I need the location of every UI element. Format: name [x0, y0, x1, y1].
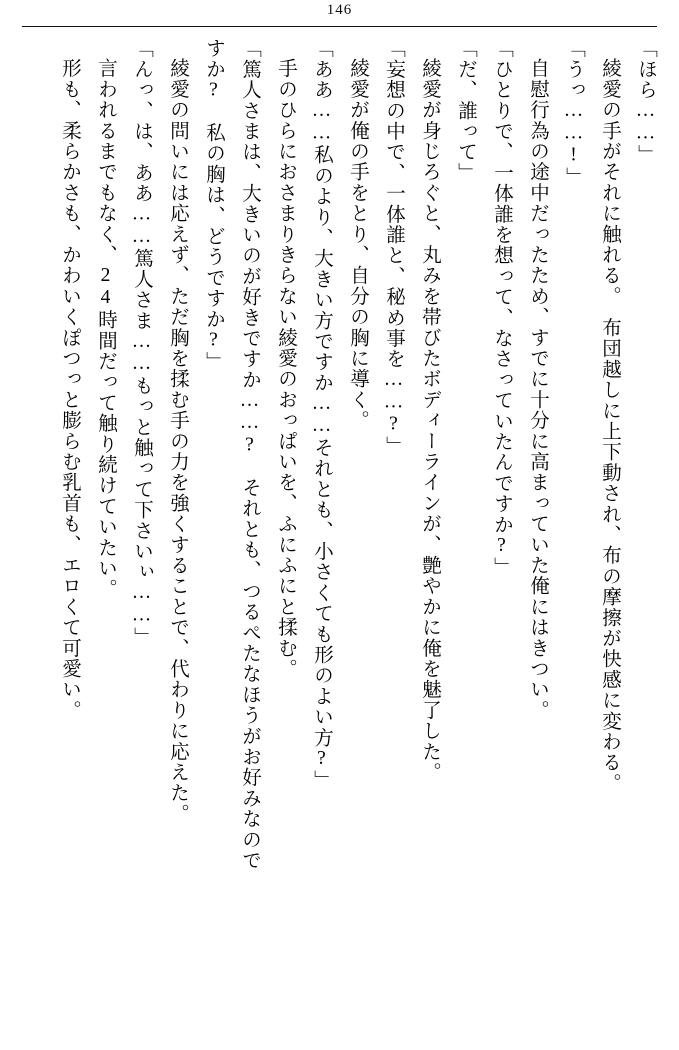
text-column: 自慰行為の途中だったため、すでに十分に高まっていた俺にはきつい。: [527, 58, 548, 721]
text-column: 「ひとりで、一体誰を想って、なさっていたんですか?」: [491, 38, 512, 578]
page-number: 146: [326, 2, 353, 18]
text-column: 「うっ……!」: [563, 38, 584, 188]
text-column: 「ああ……私のより、大きい方ですか……それとも、小さくても形のよい方?」: [311, 38, 332, 791]
text-column: 手のひらにおさまりきらない綾愛のおっぱいを、ふにふにと揉む。: [275, 58, 296, 679]
text-column: 言われるまでもなく、24時間だって触り続けていたい。: [95, 58, 116, 600]
vertical-body-text: [24, 38, 655, 1028]
text-column: 形も、柔らかさも、かわいくぽつっと膨らむ乳首も、エロくて可愛い。: [59, 58, 80, 721]
text-column: 「篤人さまは、大きいのが好きですか……? それとも、つるぺたなほうがお好みなので: [239, 38, 260, 871]
text-column: 「妄想の中で、一体誰と、秘め事を……?」: [383, 38, 404, 457]
text-column: 綾愛の問いには応えず、ただ胸を揉む手の力を強くすることで、代わりに応えた。: [167, 58, 188, 824]
text-column: 「んっ、は、ああ……篤人さま……もっと触って下さいぃ……」: [131, 38, 152, 648]
text-column: 綾愛が俺の手をとり、自分の胸に導く。: [347, 58, 368, 431]
text-column: 綾愛が身じろぐと、丸みを帯びたボディーラインが、艶やかに俺を魅了した。: [419, 58, 440, 783]
text-column: 綾愛の手がそれに触れる。 布団越しに上下動され、布の摩擦が快感に変わる。: [599, 58, 620, 794]
text-column: 「だ、誰って」: [455, 38, 476, 183]
text-column: すか? 私の胸は、どうですか?」: [203, 38, 224, 373]
header-rule: [22, 26, 657, 27]
text-column: 「ほら……」: [635, 38, 656, 166]
